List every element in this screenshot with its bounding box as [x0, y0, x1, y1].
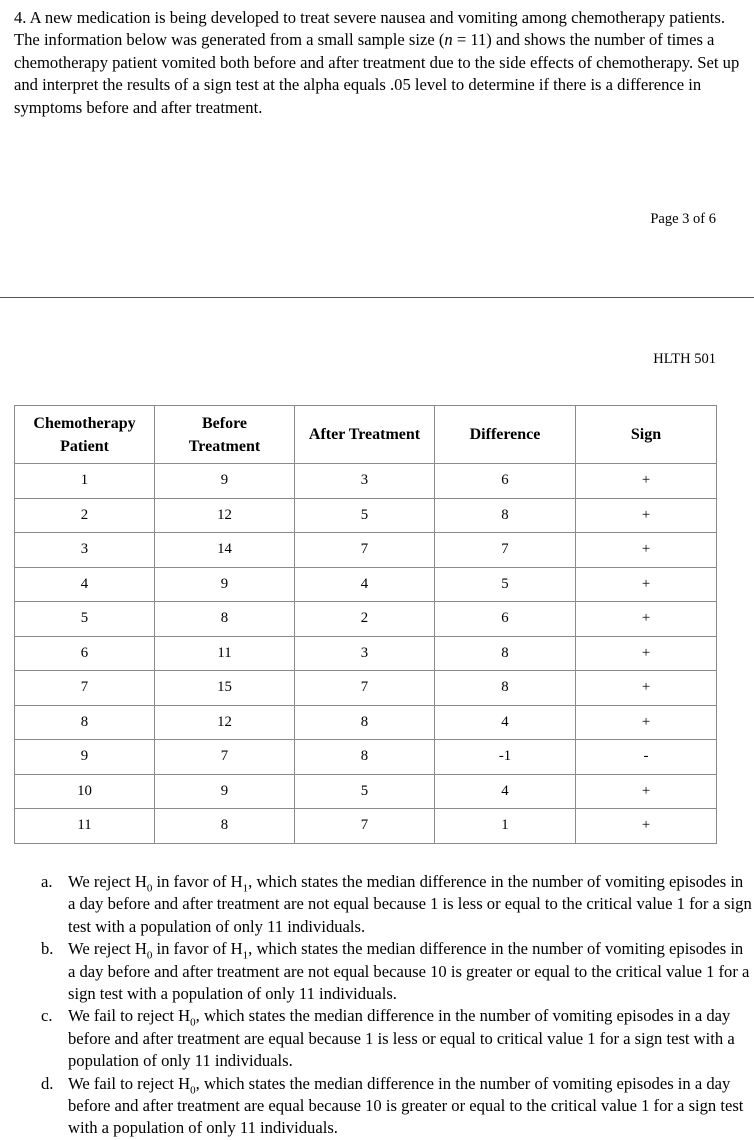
cell-after: 8 — [295, 705, 435, 740]
header-after: After Treatment — [295, 406, 435, 464]
answer-letter: b. — [41, 939, 54, 959]
cell-sign: + — [576, 671, 717, 706]
header-before: Before Treatment — [155, 406, 295, 464]
cell-after: 3 — [295, 464, 435, 499]
sample-size-variable: n — [444, 30, 453, 50]
cell-before: 9 — [155, 567, 295, 602]
cell-after: 3 — [295, 636, 435, 671]
cell-after: 7 — [295, 809, 435, 844]
cell-difference: 1 — [435, 809, 576, 844]
cell-sign: + — [576, 602, 717, 637]
answer-choice — [14, 1073, 754, 1140]
table-row — [15, 705, 717, 740]
cell-sign: + — [576, 705, 717, 740]
cell-patient: 2 — [15, 498, 155, 533]
cell-before: 14 — [155, 533, 295, 568]
cell-difference: 8 — [435, 636, 576, 671]
cell-after: 4 — [295, 567, 435, 602]
cell-difference: 6 — [435, 602, 576, 637]
subscript: 0 — [190, 1016, 196, 1029]
cell-before: 12 — [155, 498, 295, 533]
answer-text: We reject H — [68, 939, 147, 959]
cell-sign: + — [576, 567, 717, 602]
cell-difference: 4 — [435, 774, 576, 809]
cell-after: 7 — [295, 671, 435, 706]
header-sign: Sign — [576, 406, 717, 464]
cell-sign: - — [576, 740, 717, 775]
header-patient: Chemotherapy Patient — [15, 406, 155, 464]
answer-text: , which states the median difference in the number of vomiting episodes in a day before and after treatment are equal because 1 is less or equal to critical value 1 for a sign test with a population of only 11 individuals. — [68, 1006, 735, 1071]
cell-difference: 4 — [435, 705, 576, 740]
subscript: 0 — [146, 882, 153, 895]
cell-difference: 6 — [435, 464, 576, 499]
cell-sign: + — [576, 464, 717, 499]
table-header-row — [15, 406, 717, 464]
answer-text: in favor of H — [152, 872, 243, 891]
cell-patient: 9 — [15, 740, 155, 775]
cell-before: 7 — [155, 740, 295, 775]
answer-letter: d. — [41, 1073, 54, 1093]
answer-text: in favor of H — [152, 939, 243, 959]
table-row — [15, 567, 717, 602]
cell-difference: -1 — [435, 740, 576, 775]
cell-patient: 7 — [15, 671, 155, 706]
table-row — [15, 740, 717, 775]
cell-sign: + — [576, 636, 717, 671]
cell-before: 8 — [155, 809, 295, 844]
answer-choices — [14, 871, 754, 1140]
cell-difference: 5 — [435, 567, 576, 602]
table-row — [15, 464, 717, 499]
table-row — [15, 774, 717, 809]
cell-patient: 1 — [15, 464, 155, 499]
cell-difference: 7 — [435, 533, 576, 568]
table-row — [15, 809, 717, 844]
question-body: = 11) and shows the number of times a chemotherapy patient vomited both before and after treatment due to the side effects of chemotherapy. Set up and interpret the results of a sign test at the alpha equals .05 level to determine if there is a difference in symptoms before and after treatment. — [14, 30, 740, 117]
table-row — [15, 636, 717, 671]
cell-after: 2 — [295, 602, 435, 637]
cell-patient: 3 — [15, 533, 155, 568]
cell-before: 8 — [155, 602, 295, 637]
table-row — [15, 602, 717, 637]
page-number: Page 3 of 6 — [650, 211, 716, 227]
course-code: HLTH 501 — [653, 351, 716, 367]
cell-difference: 8 — [435, 671, 576, 706]
cell-patient: 4 — [15, 567, 155, 602]
answer-text: , which states the median difference in the number of vomiting episodes in a day before and after treatment are not equal because 10 is greater or equal to the critical value 1 for a sign test with a population of only 11 individuals. — [68, 939, 750, 1004]
subscript: 0 — [190, 1083, 196, 1096]
header-difference: Difference — [435, 406, 576, 464]
cell-after: 8 — [295, 740, 435, 775]
answer-letter: c. — [41, 1006, 53, 1026]
question-text — [14, 7, 750, 119]
cell-patient: 10 — [15, 774, 155, 809]
answer-letter: a. — [41, 872, 53, 891]
table-row — [15, 533, 717, 568]
cell-before: 9 — [155, 464, 295, 499]
answer-text: , which states the median difference in the number of vomiting episodes in a day before and after treatment are equal because 10 is greater or equal to the critical value 1 for a sign test with a population of only 11 individuals. — [68, 1073, 744, 1138]
answer-text: We fail to reject H — [68, 1006, 191, 1026]
cell-before: 12 — [155, 705, 295, 740]
cell-sign: + — [576, 809, 717, 844]
subscript: 1 — [242, 882, 249, 895]
cell-difference: 8 — [435, 498, 576, 533]
cell-patient: 6 — [15, 636, 155, 671]
table-body — [15, 464, 717, 844]
cell-patient: 8 — [15, 705, 155, 740]
page-divider — [0, 297, 754, 298]
cell-patient: 11 — [15, 809, 155, 844]
cell-before: 15 — [155, 671, 295, 706]
cell-patient: 5 — [15, 602, 155, 637]
subscript: 1 — [242, 949, 249, 962]
cell-before: 9 — [155, 774, 295, 809]
cell-sign: + — [576, 774, 717, 809]
answer-choice — [14, 871, 754, 938]
cell-before: 11 — [155, 636, 295, 671]
answer-text: We fail to reject H — [68, 1073, 191, 1093]
question-prefix: 4. A new medication is being developed to treat severe nausea and vomiting among chemotherapy patients. The information below was generated from a small sample size ( — [14, 8, 726, 50]
answer-text: We reject H — [68, 872, 147, 891]
cell-after: 5 — [295, 774, 435, 809]
answer-choice — [14, 1005, 754, 1072]
answer-choice — [14, 938, 754, 1005]
cell-after: 5 — [295, 498, 435, 533]
answer-text: , which states the median difference in the number of vomiting episodes in a day before and after treatment are not equal because 1 is less or equal to the critical value 1 for a sign test with a population of only 11 individuals. — [68, 872, 752, 936]
table-row — [15, 671, 717, 706]
cell-sign: + — [576, 498, 717, 533]
table-row — [15, 498, 717, 533]
subscript: 0 — [146, 949, 153, 962]
cell-after: 7 — [295, 533, 435, 568]
sign-test-table — [14, 405, 717, 844]
cell-sign: + — [576, 533, 717, 568]
